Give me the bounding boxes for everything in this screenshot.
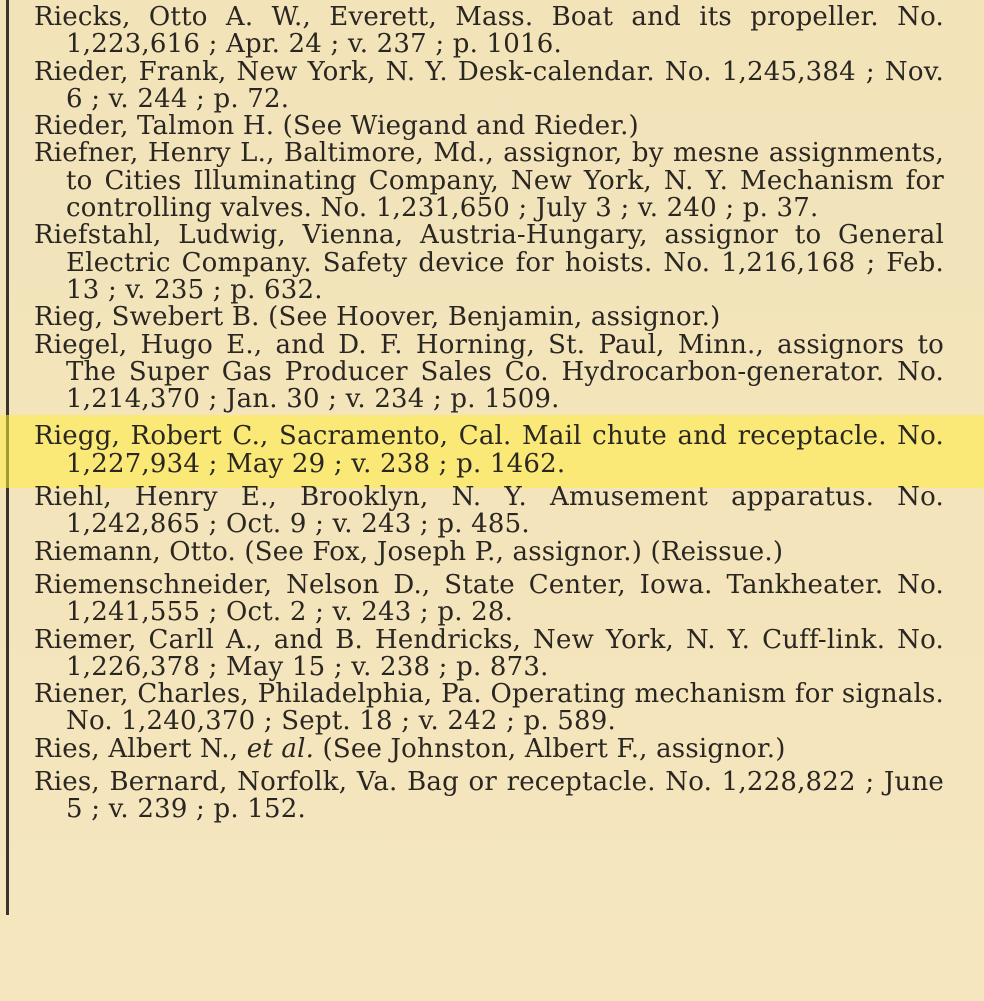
highlighted-index-entry: Riegg, Robert C., Sacramento, Cal. Mail chute and receptacle. No. 1,227,934 ; May 29 ; v. 238 ; p. 1462. [34, 423, 944, 478]
entry-text: Ries, Albert N., et al. (See Johnston, Albert F., assignor.) [34, 733, 786, 764]
index-entry: Rieder, Talmon H. (See Wiegand and Rieder.) [34, 111, 639, 142]
patent-index-list [34, 4, 944, 824]
index-entry: Riefstahl, Ludwig, Vienna, Austria-Hungary, assignor to General Electric Company. Safety device for hoists. No. 1,216,168 ; Feb. 13 ; v. 235 ; p. 632. [34, 220, 944, 305]
index-entry: Riemenschneider, Nelson D., State Center, Iowa. Tankheater. No. 1,241,555 ; Oct. 2 ; v. 243 ; p. 28. [34, 569, 944, 628]
index-entry: Riehl, Henry E., Brooklyn, N. Y. Amusement apparatus. No. 1,242,865 ; Oct. 9 ; v. 243 ; p. 485. [34, 482, 944, 540]
index-entry [34, 733, 944, 764]
index-entry: Rieg, Swebert B. (See Hoover, Benjamin, assignor.) [34, 302, 721, 333]
index-entry: Ries, Bernard, Norfolk, Va. Bag or receptacle. No. 1,228,822 ; June 5 ; v. 239 ; p. 152. [34, 767, 944, 825]
index-entry: Rieder, Frank, New York, N. Y. Desk-calendar. No. 1,245,384 ; Nov. 6 ; v. 244 ; p. 72. [34, 56, 944, 114]
index-entry: Riemann, Otto. (See Fox, Joseph P., assignor.) (Reissue.) [34, 536, 784, 567]
index-entry: Riemer, Carll A., and B. Hendricks, New York, N. Y. Cuff-link. No. 1,226,378 ; May 15 ; v. 238 ; p. 873. [34, 624, 944, 682]
index-entry: Riecks, Otto A. W., Everett, Mass. Boat and its propeller. No. 1,223,616 ; Apr. 24 ; v. 237 ; p. 1016. [34, 2, 944, 60]
italic-et-al: et al. [246, 733, 315, 764]
index-entry: Riefner, Henry L., Baltimore, Md., assignor, by mesne assignments, to Cities Illuminating Company, New York, N. Y. Mechanism for controlling valves. No. 1,231,650 ; July 3 ; v. 240 ; p. 37. [34, 138, 944, 224]
index-entry: Riener, Charles, Philadelphia, Pa. Operating mechanism for signals. No. 1,240,370 ; Sept. 18 ; v. 242 ; p. 589. [34, 679, 944, 737]
index-entry: Riegel, Hugo E., and D. F. Horning, St. Paul, Minn., assignors to The Super Gas Producer Sales Co. Hydrocarbon-generator. No. 1,214,370 ; Jan. 30 ; v. 234 ; p. 1509. [34, 329, 944, 415]
